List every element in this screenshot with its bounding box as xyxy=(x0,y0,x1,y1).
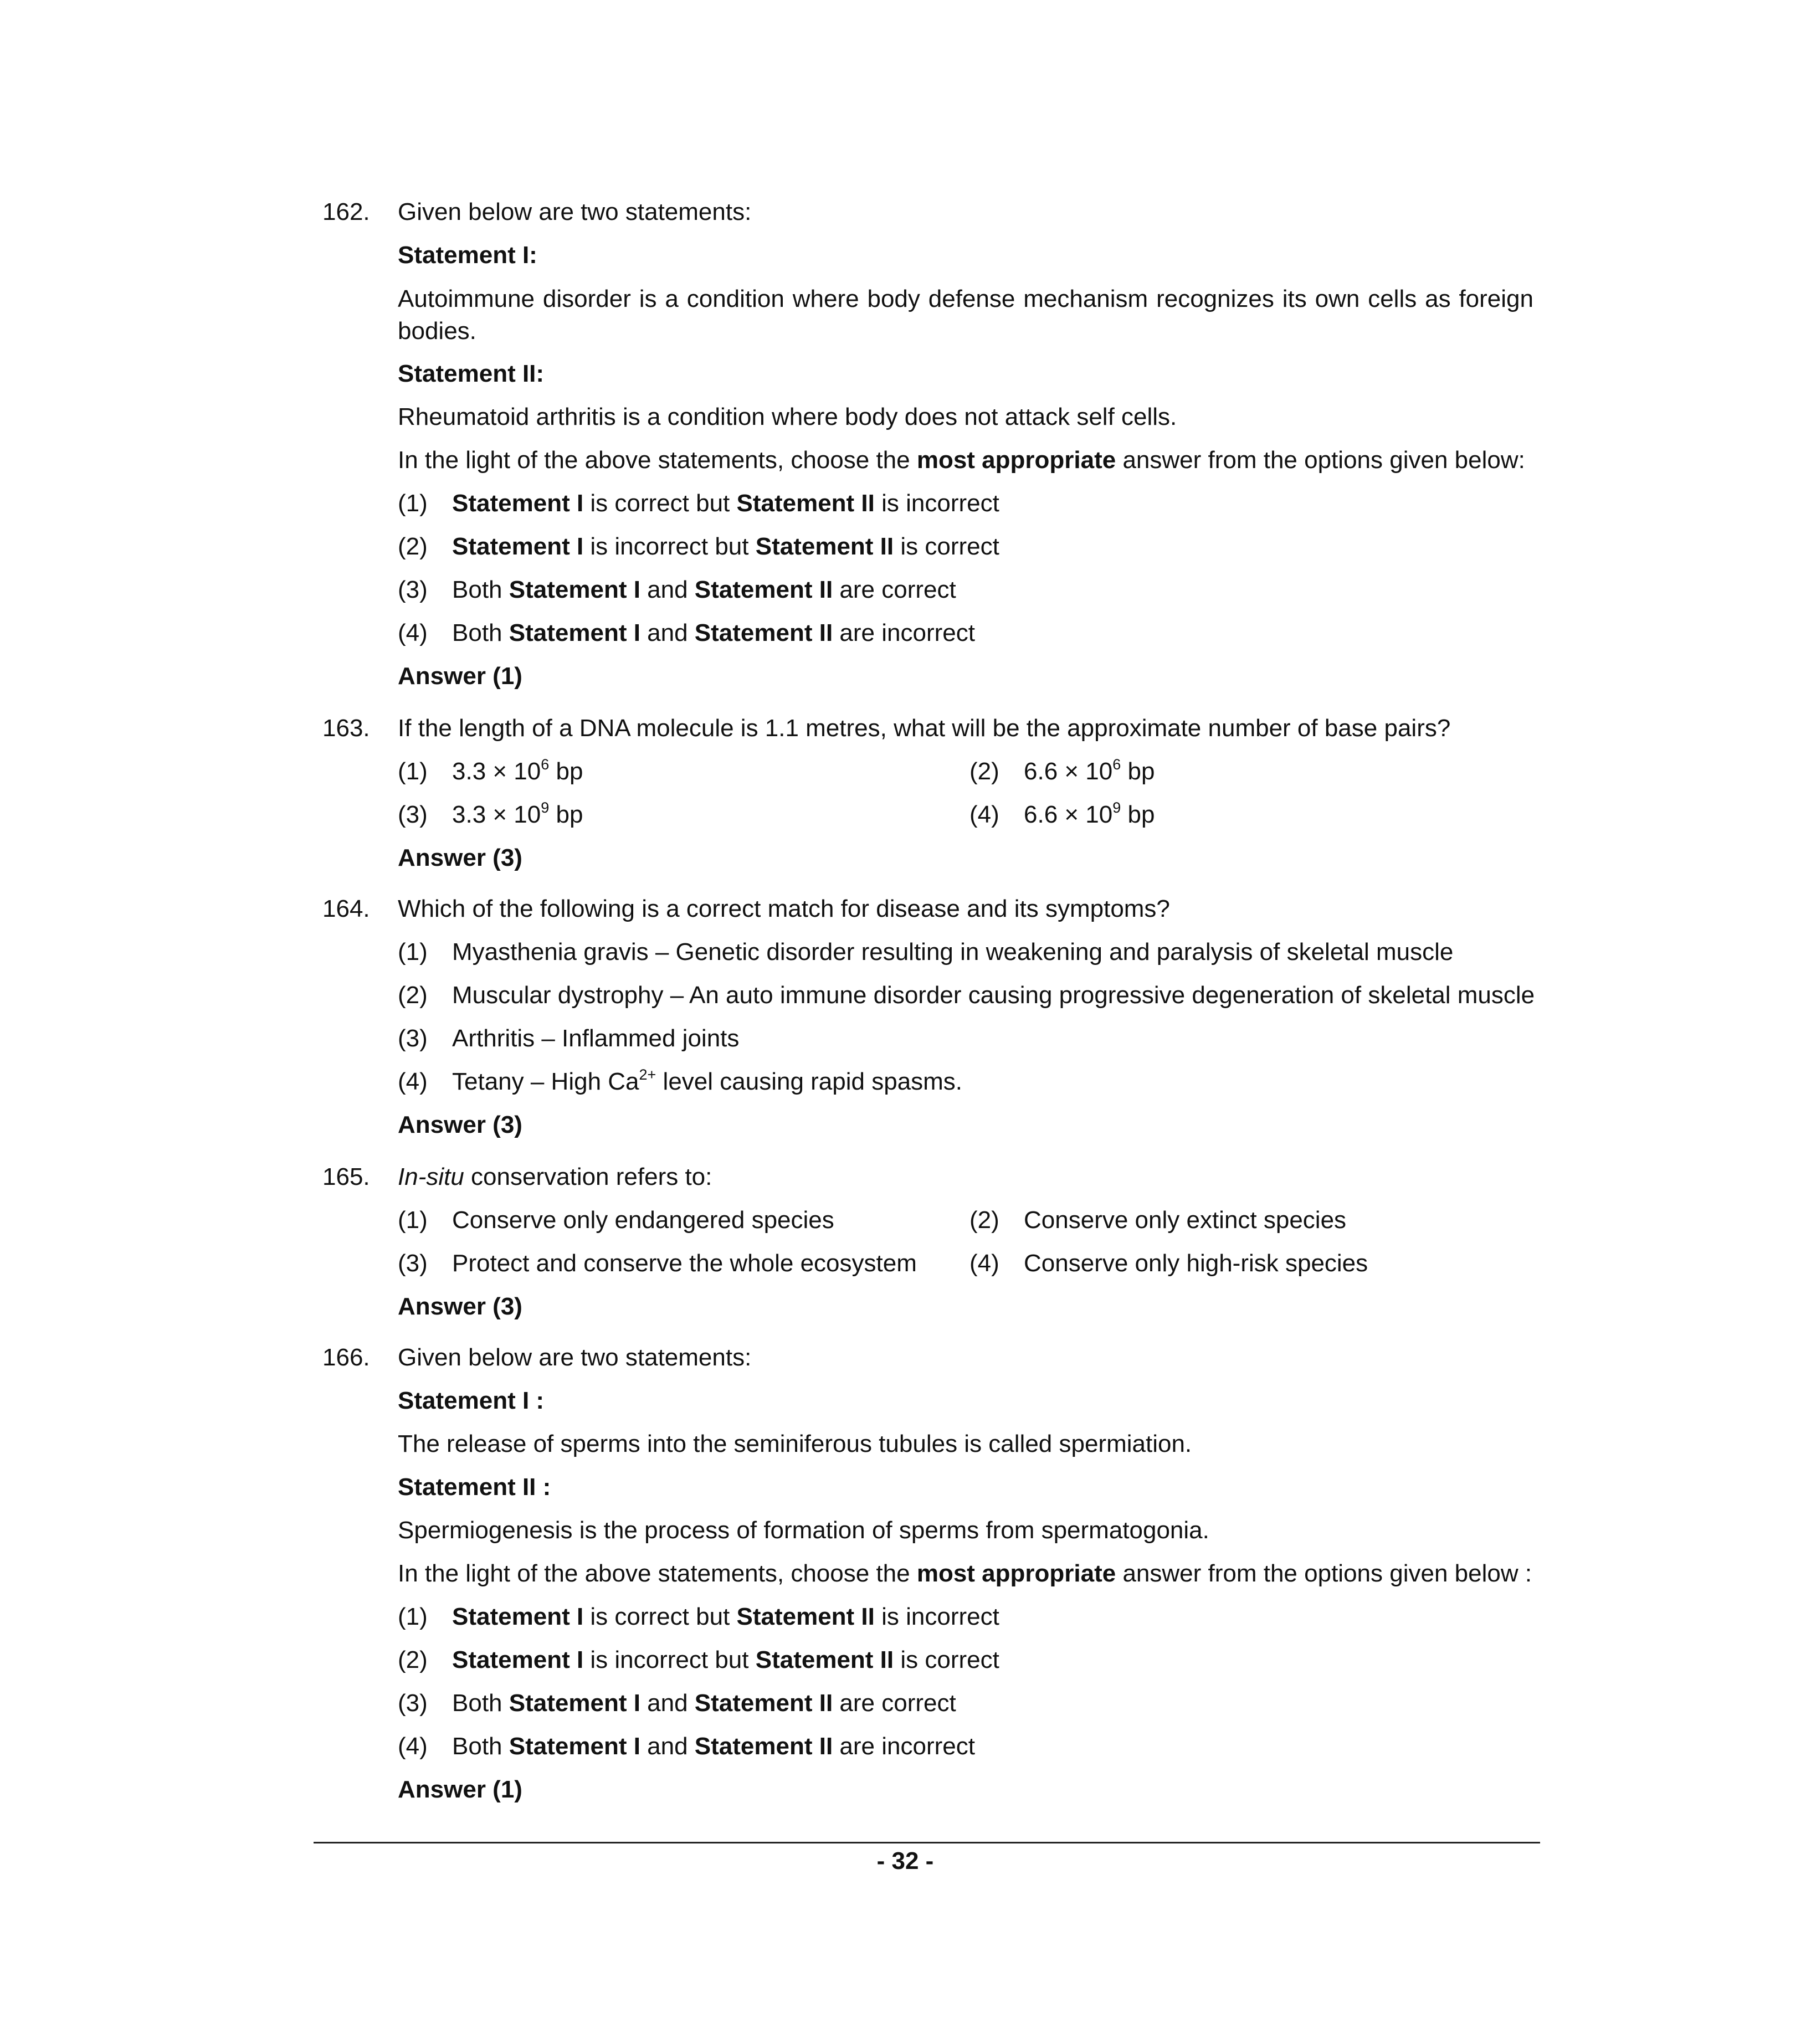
option-4: (4) Both Statement I and Statement II are incorrect xyxy=(398,619,975,646)
answer: Answer (3) xyxy=(398,844,522,871)
option-1: (1) $3.3 \times 10^6$ bp xyxy=(398,756,583,785)
option-2: (2) Muscular dystrophy – An auto immune disorder causing progressive degeneration of skeletal muscle xyxy=(398,982,1535,1009)
question-stem: Given below are two statements: xyxy=(398,1344,752,1371)
option-2: (2) Conserve only extinct species xyxy=(969,1206,1347,1234)
option-2: (2) $6.6 \times 10^6$ bp xyxy=(969,756,1155,785)
option-3: (3) Arthritis – Inflammed joints xyxy=(398,1025,740,1052)
question-stem: Given below are two statements: xyxy=(398,198,752,225)
option-1: (1) Myasthenia gravis – Genetic disorder resulting in weakening and paralysis of skeletal muscle xyxy=(398,938,1454,965)
option-1: (1) Statement I is correct but Statement II is incorrect xyxy=(398,490,999,517)
question-stem: Which of the following is a correct match for disease and its symptoms? xyxy=(398,895,1170,922)
statement-1-text: Autoimmune disorder is a condition where body defense mechanism recognizes its own cells as foreign bodies. xyxy=(398,285,1533,345)
answer: Answer (3) xyxy=(398,1111,522,1138)
instruction: In the light of the above statements, choose the most appropriate answer from the options given below : xyxy=(398,1560,1532,1587)
option-3: (3) Both Statement I and Statement II are correct xyxy=(398,576,956,603)
option-4: (4) Conserve only high-risk species xyxy=(969,1250,1368,1277)
answer: Answer (1) xyxy=(398,662,522,690)
option-4: (4) Both Statement I and Statement II are incorrect xyxy=(398,1733,975,1760)
answer: Answer (3) xyxy=(398,1293,522,1320)
statement-2-text: Spermiogenesis is the process of formation of sperms from spermatogonia. xyxy=(398,1517,1209,1544)
option-2: (2) Statement I is incorrect but Statement II is correct xyxy=(398,533,999,560)
option-1: (1) Conserve only endangered species xyxy=(398,1206,834,1234)
statement-1-label: Statement I: xyxy=(398,242,537,269)
question-number: 165. xyxy=(322,1163,370,1190)
option-4: (4) Tetany – High $Ca^{2+}$ level causing rapid spasms. xyxy=(398,1066,963,1095)
option-2: (2) Statement I is incorrect but Statement II is correct xyxy=(398,1646,999,1673)
option-3: (3) $3.3 \times 10^9$ bp xyxy=(398,799,583,828)
page-number: - 32 - xyxy=(876,1847,934,1874)
instruction: In the light of the above statements, choose the most appropriate answer from the options given below: xyxy=(398,446,1525,474)
question-number: 166. xyxy=(322,1344,370,1371)
statement-1-text: The release of sperms into the seminiferous tubules is called spermiation. xyxy=(398,1430,1192,1457)
question-number: 163. xyxy=(322,715,370,742)
question-number: 164. xyxy=(322,895,370,922)
statement-2-text: Rheumatoid arthritis is a condition where body does not attack self cells. xyxy=(398,403,1177,430)
footer-divider xyxy=(314,1842,1540,1843)
statement-2-label: Statement II: xyxy=(398,360,545,387)
option-3: (3) Protect and conserve the whole ecosystem xyxy=(398,1250,917,1277)
option-1: (1) Statement I is correct but Statement II is incorrect xyxy=(398,1603,999,1630)
option-4: (4) $6.6 \times 10^9$ bp xyxy=(969,799,1155,828)
answer: Answer (1) xyxy=(398,1776,522,1803)
question-number: 162. xyxy=(322,198,370,225)
statement-1-label: Statement I : xyxy=(398,1387,545,1414)
option-3: (3) Both Statement I and Statement II are correct xyxy=(398,1689,956,1717)
question-stem: In-situ conservation refers to: xyxy=(398,1163,712,1190)
statement-2-label: Statement II : xyxy=(398,1473,551,1501)
question-stem: If the length of a DNA molecule is 1.1 metres, what will be the approximate number of base pairs? xyxy=(398,715,1451,742)
